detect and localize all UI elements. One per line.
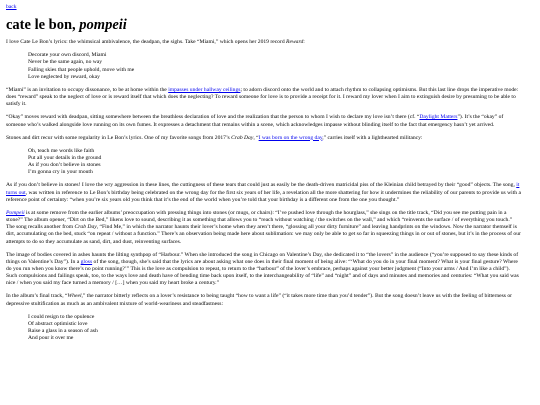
page-title — [6, 18, 522, 34]
lyric-line: I’m gonna cry in your mouth — [28, 169, 93, 176]
lyric-line: As if you don’t believe in stones — [28, 162, 101, 169]
okay-text-b: ”). It’s the “okay” of someone who’s walked alongside love running on its own fumes. It expresses a detachment that remains within a scene, which acknowledges impasse without blinding itself to the fact that emergency hasn’t yet arrived. — [6, 114, 504, 128]
lyric-line: Put all your details in the ground — [28, 154, 102, 161]
wrong-day-link[interactable]: I was born on the wrong day — [258, 134, 323, 141]
paragraph-intro — [6, 39, 522, 46]
lyrics-miami — [28, 52, 522, 81]
paragraph-birthday — [6, 182, 522, 203]
paragraph-wheel — [6, 293, 522, 307]
pompeii-text-b: , “Find Me,” in which the narrator haunts their lover’s home when they aren’t there, “glossing all your dirty furniture” and leaving handprints on the windows. Now the narrator themself is dirt, accumulating on the bed, stuck “on repeat / without a function.” There’s an observation being made here about sublimation: we may only be able to get so far in squeezing things in or out of stones, but it’s in the process of our attempts to do so they accumulate as sand, dirt, and dust, reinventing surfaces. — [6, 224, 521, 245]
back-link[interactable]: back — [6, 4, 17, 10]
intro-text: I love Cate Le Bon’s lyrics: the whimsical ambivalence, the deadpan, the sighs. Take “Miami,” which opens her 2019 record — [6, 39, 287, 46]
lyrics-wrong-day — [28, 148, 522, 177]
it-turns-out-link[interactable]: it turns out — [6, 182, 520, 196]
lyric-line: Raise a glass in a season of ash — [28, 328, 98, 335]
paragraph-harbour — [6, 252, 522, 288]
stones-album: Crab Day — [231, 134, 254, 141]
miami-text-b: ; to adorn discord onto the world and to attach rhythm to collapsing optimisms. But this last line drops the imperative mode: does “reward” speak to the neglect of love or is reward itself that which does the neglecting? To reward someone for love is to provide a receipt for it. I reward my lover when I aim to extinguish desire by presuming to be able to satisfy it. — [6, 86, 519, 108]
intro-album: Reward — [286, 39, 304, 46]
birthday-text-b: , was written in reference to Le Bon’s birthday being celebrated on the wrong day for the first six years of her life, a revelation all the more shattering for how it undermines the reliability of our parents to provide us with a reference point of certainty: “when you’re six years old you think that it’s the end of the world when you’re told that your birthday is a different one from the one you thought.” — [6, 189, 521, 203]
gloss-link[interactable]: gloss — [80, 258, 93, 265]
intro-tail: : — [303, 39, 305, 46]
pompeii-text-a: is at some remove from the earlier albums’ preoccupation with pressing things into stones (or mugs, or chairs): “I’ve pushed love through the hourglass,” she sings on the title track, “Did you see me putting pain in a stone?” The album opener, “Dirt on the Bed,” likens love to sound, describing it as something that allows you to “reach without watching / the switches on the wall,” and which “reinvents the surface / of everything you touch.” The song recalls another from — [6, 209, 513, 231]
title-artist: cate le bon, — [6, 17, 80, 34]
miami-text-a: “Miami” is an invitation to occupy dissonance, to be at home within the — [6, 86, 169, 93]
wheel-text-b: ,” the narrator bitterly reflects on a lover’s resistance to being taught “how to want a life” (“it takes more time than you’d tender”). But the song doesn’t leave us with the feeling of bitterness or depressive stultification as much as an ambivalent mixture of world-weariness and steadfastness: — [6, 293, 513, 307]
harbour-text-a: The image of bodies covered in ashes haunts the lilting synthpop of “Harbour.” When she introduced the song in Chicago on Valentine’s Day, she dedicated it to “the lovers” in the audience (“you’re supposed to say these kinds of things on Valentine’s Day”). In a — [6, 251, 519, 265]
lyrics-wheel — [28, 314, 522, 343]
lyric-line: Never be the same again, no way — [28, 59, 103, 66]
stones-text-b: , “ — [253, 134, 259, 141]
birthday-text-a: As if you don’t believe in stones! I love the wry aggression in these lines, the cuttingness of these tears that could just as easily be the death-driven matricidal piss of the Kleinian child betrayed by their “good” objects. The song, — [6, 182, 517, 189]
wheel-title: Wheel — [67, 293, 82, 300]
okay-text-a: “Okay” moves reward with deadpan, sitting somewhere between the breathless declaration of love and the realization that the person to whom I wish to declare my love isn’t there (cf. “ — [6, 114, 420, 121]
pompeii-link[interactable]: Pompeii — [6, 209, 25, 216]
daylight-matters-link[interactable]: Daylight Matters — [419, 114, 458, 121]
paragraph-miami — [6, 87, 522, 108]
stones-text-a: Stones and dirt recur with some regularity in Le Bon’s lyrics. One of my favorite songs from 2017’s — [6, 134, 232, 141]
lyric-line: Love neglected by reward, okay — [28, 73, 100, 80]
impasses-link[interactable]: impasses under hallway ceilings — [168, 86, 241, 93]
lyric-line: Oh, teach me words like faith — [28, 147, 95, 154]
lyric-line: I could resign to the opulence — [28, 313, 95, 320]
harbour-text-b: of the song, though, she’s said that the lyrics are about asking what one does in their final moment of being alive: “‘What do you do in your final moment? What is your final gesture? Where do you run when you know there’s no point running?’” This is the love as compulsion to repeat, to return to the “harbour” of the lover’s embrace, perhaps against your better judgment (“Into your arms / And I’m like a child”). Such compulsions and failings speak, too, to the ways love and death have of bending time back upon itself, to the interchangeability of “life” and “night” and of days and minutes and memories and centuries: “What you said was nice / when you said my face turned a memory / […] when you said my heart broke a century.” — [6, 258, 519, 287]
stones-text-c: ,” carries itself with a lighthearted militancy: — [322, 134, 423, 141]
lyric-line: Of abstract optimistic love — [28, 320, 88, 327]
paragraph-okay — [6, 114, 522, 128]
paragraph-pompeii — [6, 210, 522, 246]
paragraph-stones — [6, 135, 522, 142]
lyric-line: Decorate your own discord, Miami — [28, 52, 107, 59]
wheel-text-a: In the album’s final track, “ — [6, 293, 68, 300]
pompeii-album: Crab Day — [74, 224, 97, 231]
lyric-line: Falling skies that people uphold, move with me — [28, 66, 135, 73]
title-album: pompeii — [79, 17, 127, 34]
lyric-line: And pour it over me — [28, 335, 74, 342]
